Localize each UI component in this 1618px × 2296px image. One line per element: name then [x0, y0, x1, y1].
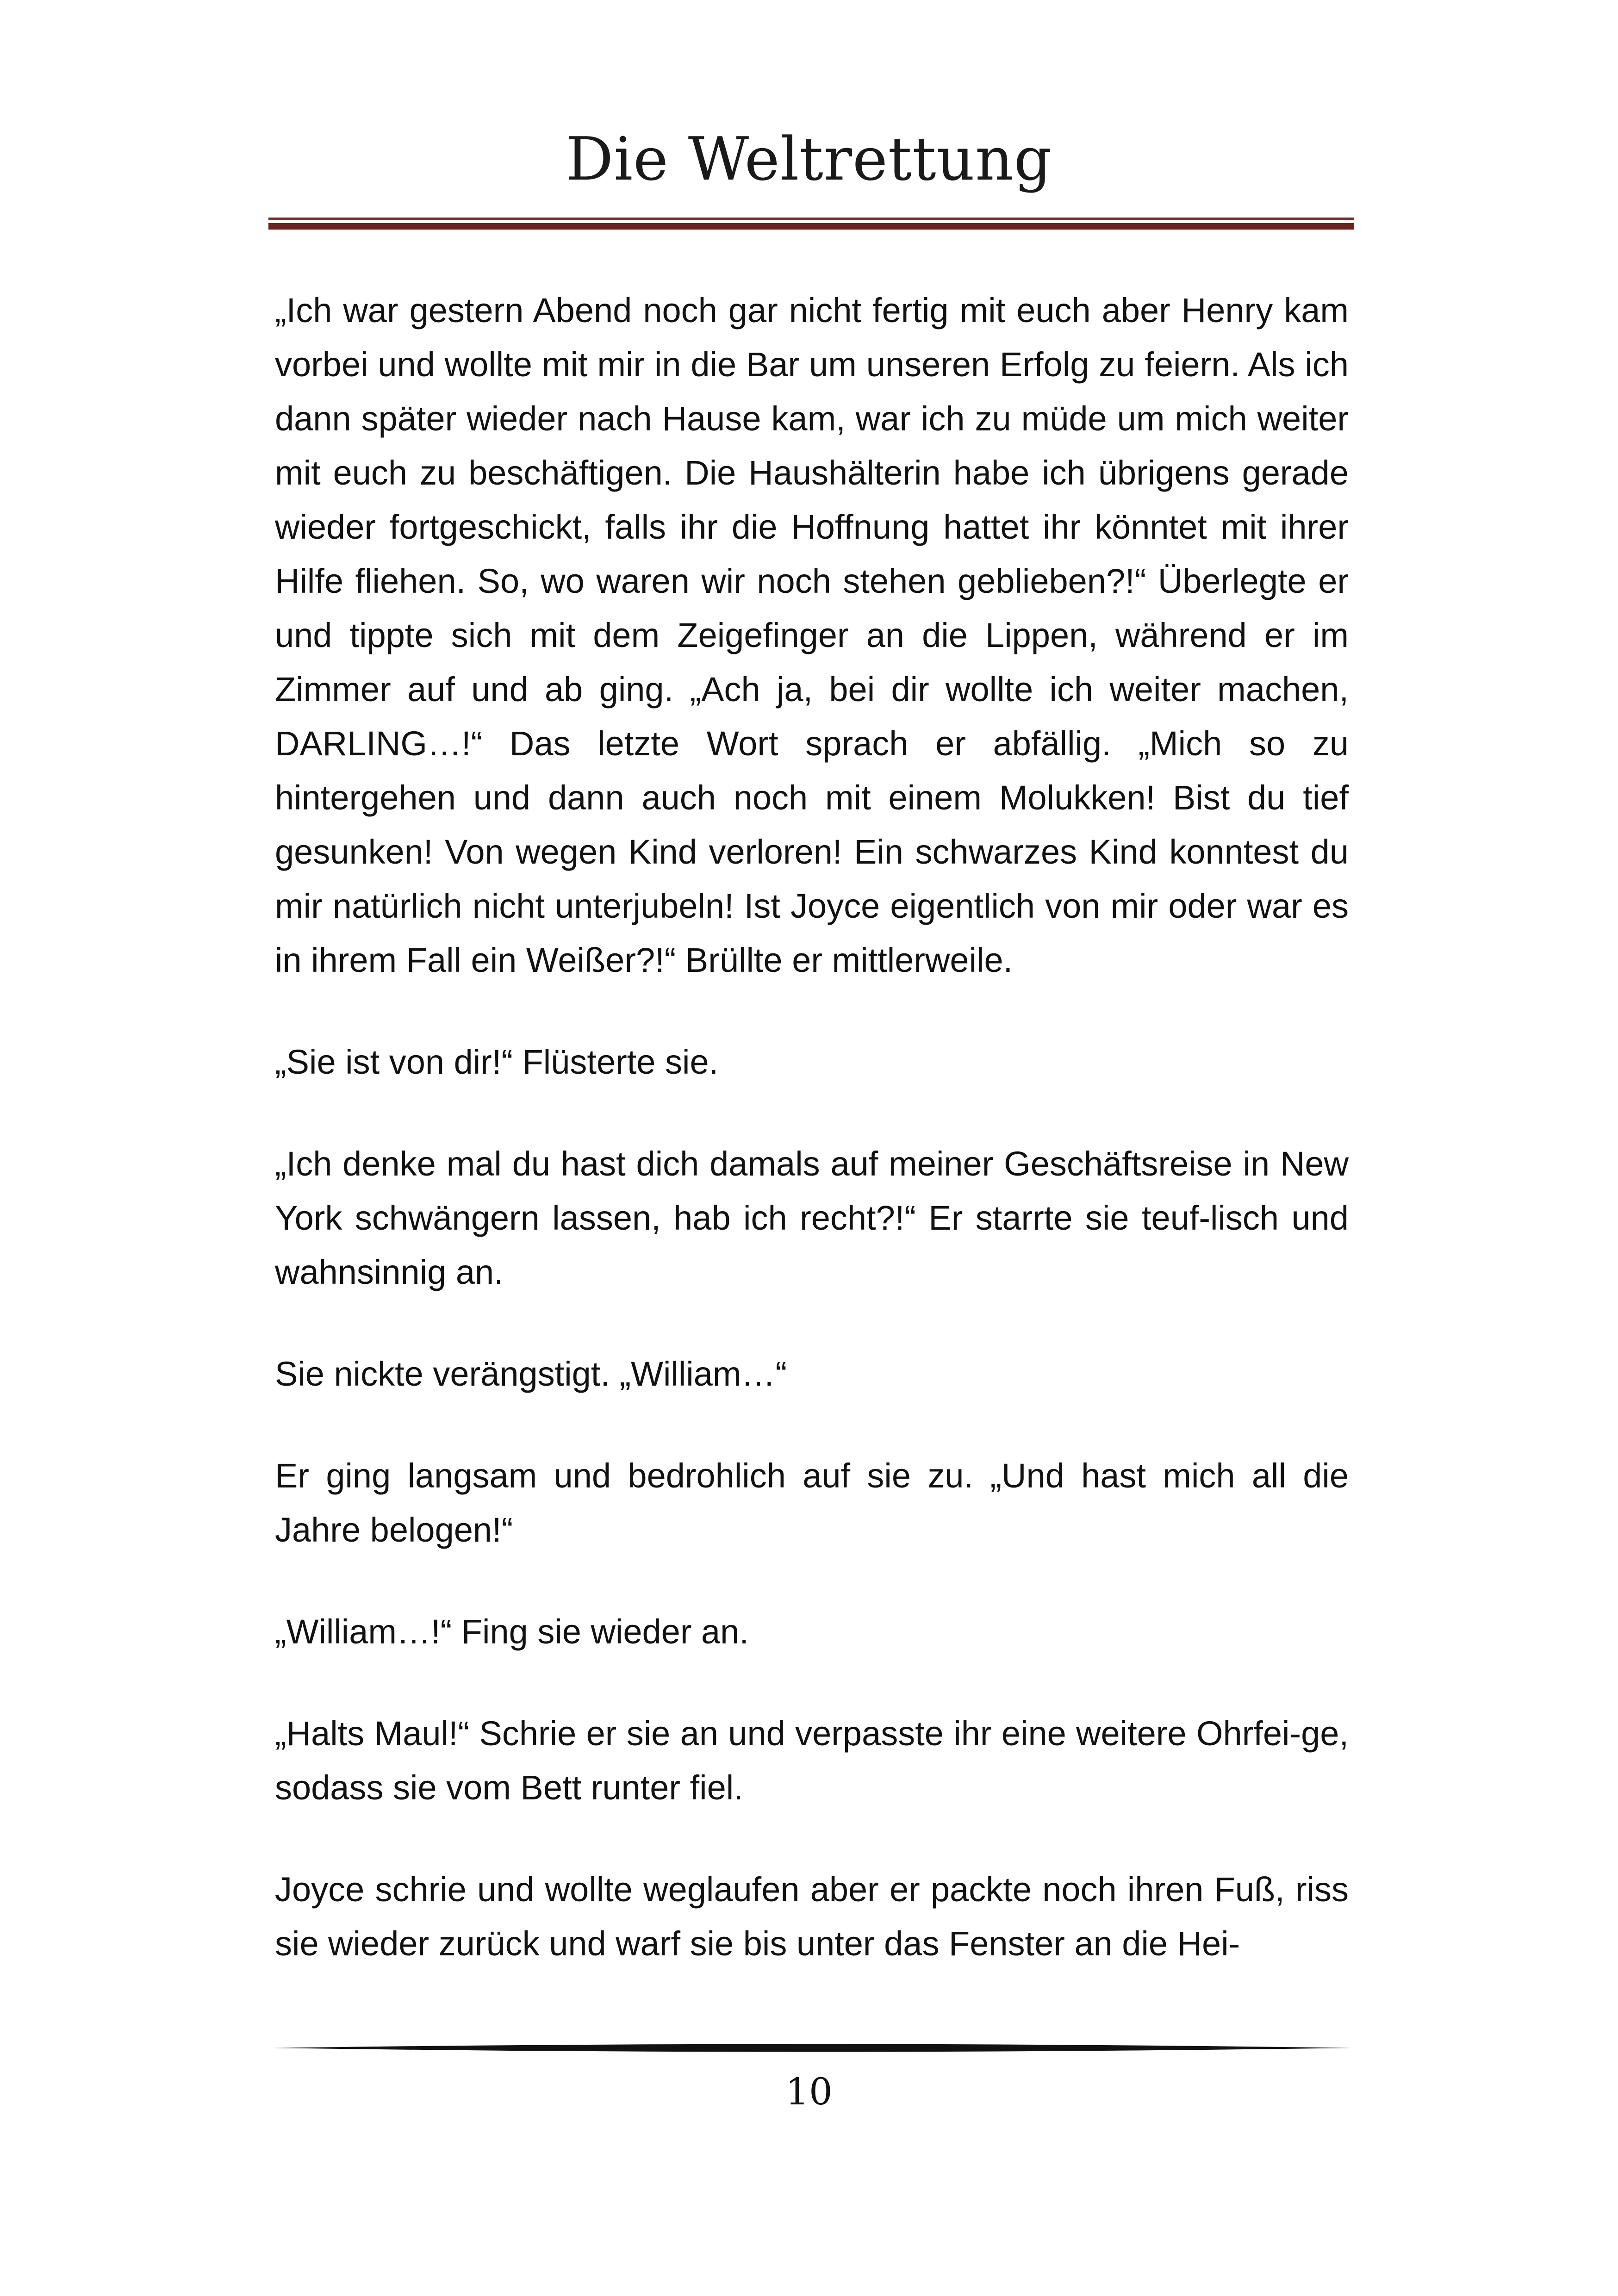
paragraph: „William…!“ Fing sie wieder an.: [275, 1612, 749, 1651]
footer-divider-swash: [273, 2044, 1351, 2052]
page-title: Die Weltrettung: [566, 125, 1052, 194]
page-number: 10: [785, 2070, 833, 2113]
page-header: [0, 125, 1618, 194]
paragraph: „Ich denke mal du hast dich damals auf meiner Geschäftsreise in New York schwängern lassen, hab ich recht?!“ Er starrte sie teuf-lisch und wahnsinnig an.: [275, 1145, 1349, 1291]
paragraph: „Sie ist von dir!“ Flüsterte sie.: [275, 1043, 719, 1081]
paragraph: Sie nickte verängstigt. „William…“: [275, 1355, 787, 1393]
paragraph: „Ich war gestern Abend noch gar nicht fertig mit euch aber Henry kam vorbei und wollte mit mir in die Bar um unseren Erfolg zu feiern. Als ich dann später wieder nach Hause kam, war ich zu müde um mich weiter mit euch zu beschäftigen. Die Haushälterin habe ich übrigens gerade wieder fortgeschickt, falls ihr die Hoffnung hattet ihr könntet mit ihrer Hilfe fliehen. So, wo waren wir noch stehen geblieben?!“ Überlegte er und tippte sich mit dem Zeigefinger an die Lippen, während er im Zimmer auf und ab ging. „Ach ja, bei dir wollte ich weiter machen, DARLING…!“ Das letzte Wort sprach er abfällig. „Mich so zu hintergehen und dann auch noch mit einem Molukken! Bist du tief gesunken! Von wegen Kind verloren! Ein schwarzes Kind konntest du mir natürlich nicht unterjubeln! Ist Joyce eigentlich von mir oder war es in ihrem Fall ein Weißer?!“ Brüllte er mittlerweile.: [275, 291, 1349, 979]
header-divider-thin-line: [268, 218, 1354, 220]
header-divider-thick-line: [268, 223, 1354, 230]
paragraph: „Halts Maul!“ Schrie er sie an und verpasste ihr eine weitere Ohrfei-ge, sodass sie vom Bett runter fiel.: [275, 1714, 1349, 1807]
paragraph: Er ging langsam und bedrohlich auf sie zu. „Und hast mich all die Jahre belogen!“: [275, 1456, 1349, 1549]
header-divider: [268, 218, 1354, 230]
footer-divider: [273, 2041, 1351, 2055]
body-text: [275, 283, 1349, 2018]
paragraph: Joyce schrie und wollte weglaufen aber er packte noch ihren Fuß, riss sie wieder zurück und warf sie bis unter das Fenster an die Hei-: [275, 1870, 1349, 1963]
